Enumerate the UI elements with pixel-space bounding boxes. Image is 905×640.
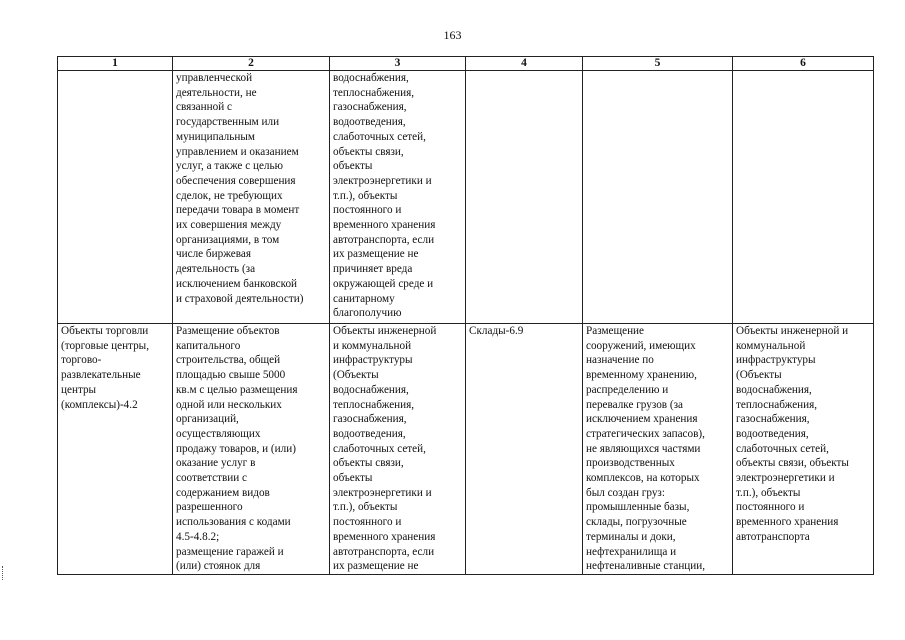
table-cell: Объекты торговли (торговые центры, торгово- развлекательные центры (комплексы)-4.2 — [58, 324, 173, 575]
table-cell — [583, 71, 733, 324]
table-row — [58, 71, 874, 324]
table-cell: водоснабжения, теплоснабжения, газоснабжения, водоотведения, слаботочных сетей, объекты связи, объекты электроэнергетики и т.п.), объекты постоянного и временного хранения автотранспорта, если их размещение не причиняет вреда окружающей среде и санитарному благополучию — [330, 71, 466, 324]
column-header-3: 3 — [330, 57, 466, 71]
table-header-row — [58, 57, 874, 71]
scan-margin-mark — [2, 566, 5, 580]
zoning-table — [57, 56, 874, 575]
page-number: 163 — [443, 28, 462, 42]
column-header-6: 6 — [733, 57, 874, 71]
table-cell: Объекты инженерной и коммунальной инфраструктуры (Объекты водоснабжения, теплоснабжения, газоснабжения, водоотведения, слаботочных сетей, объекты связи, объекты электроэнергетики и т.п.), объекты постоянного и временного хранения автотранспорта, если их размещение не — [330, 324, 466, 575]
table-cell: Размещение объектов капитального строительства, общей площадью свыше 5000 кв.м с целью размещения одной или нескольких организаций, осуществляющих продажу товаров, и (или) оказание услуг в соответствии с содержанием видов разрешенного использования с кодами 4.5-4.8.2; размещение гаражей и (или) стоянок для — [173, 324, 330, 575]
table-cell: управленческой деятельности, не связанной с государственным или муниципальным управлением и оказанием услуг, а также с целью обеспечения совершения сделок, не требующих передачи товара в момент их совершения между организациями, в том числе биржевая деятельность (за исключением банковской и страховой деятельности) — [173, 71, 330, 324]
table-cell: Склады-6.9 — [466, 324, 583, 575]
table-row — [58, 324, 874, 575]
column-header-2: 2 — [173, 57, 330, 71]
column-header-4: 4 — [466, 57, 583, 71]
table-cell — [466, 71, 583, 324]
column-header-5: 5 — [583, 57, 733, 71]
column-header-1: 1 — [58, 57, 173, 71]
table-cell — [733, 71, 874, 324]
table-cell — [58, 71, 173, 324]
table-cell: Размещение сооружений, имеющих назначение по временному хранению, распределению и перевалке грузов (за исключением хранения стратегических запасов), не являющихся частями производственных комплексов, на которых был создан груз: промышленные базы, склады, погрузочные терминалы и доки, нефтехранилища и нефтеналивные станции, — [583, 324, 733, 575]
table-cell: Объекты инженерной и коммунальной инфраструктуры (Объекты водоснабжения, теплоснабжения, газоснабжения, водоотведения, слаботочных сетей, объекты связи, объекты электроэнергетики и т.п.), объекты постоянного и временного хранения автотранспорта — [733, 324, 874, 575]
